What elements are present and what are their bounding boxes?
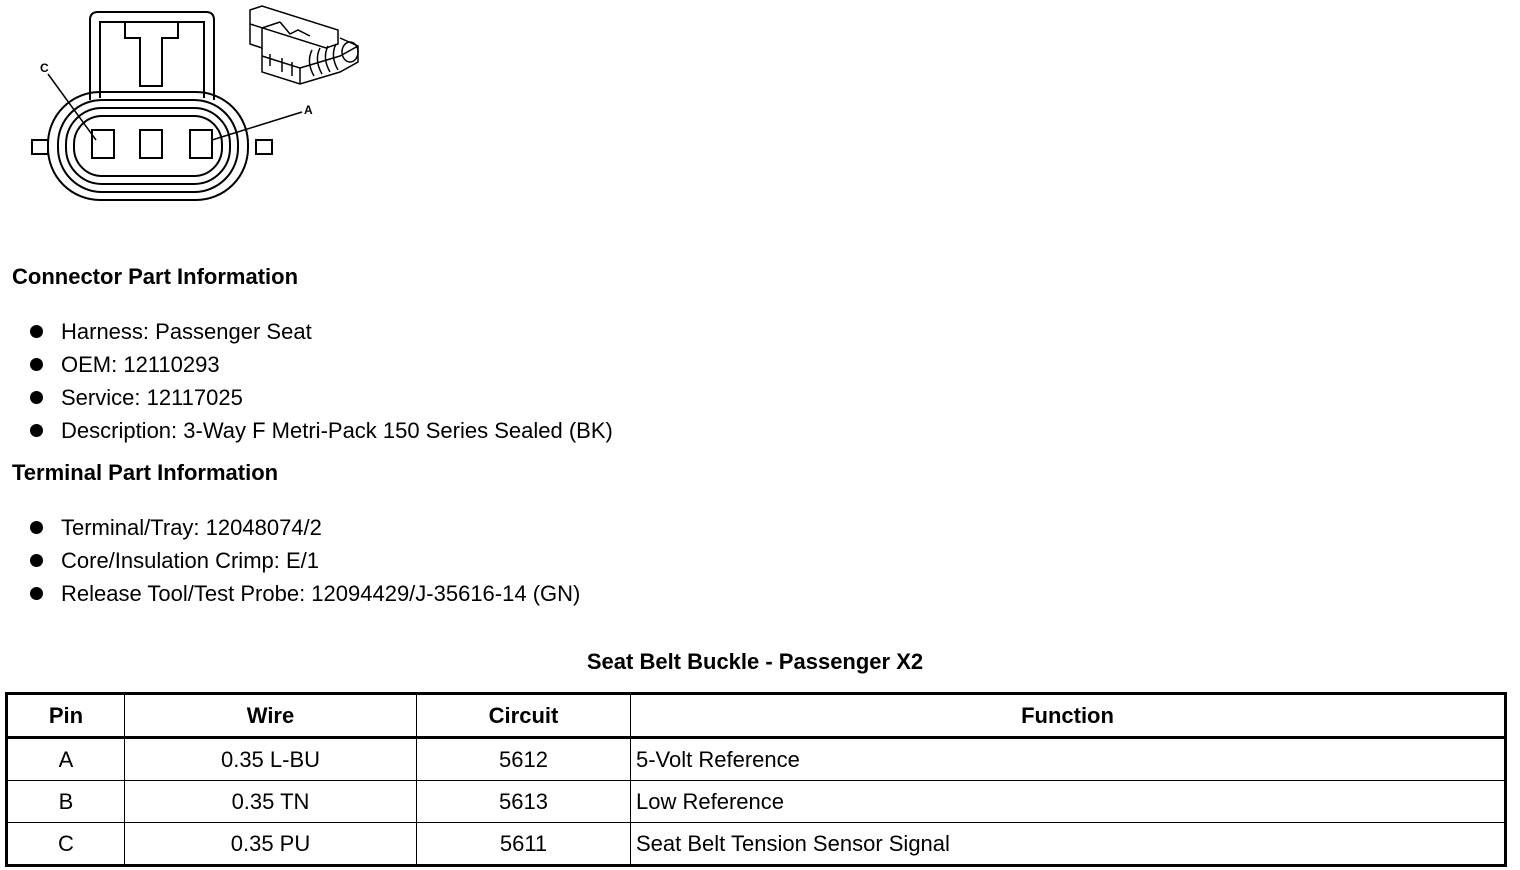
- bullet-icon: [30, 424, 43, 437]
- list-item: [28, 348, 613, 381]
- table-header-row: [7, 694, 1506, 738]
- table-row: [7, 738, 1506, 781]
- pin-c-label: C: [40, 61, 49, 75]
- list-item: [28, 544, 580, 577]
- circuit-cell: 5613: [417, 781, 631, 823]
- bullet-icon: [30, 554, 43, 567]
- pin-table: [5, 692, 1507, 867]
- table-row: [7, 781, 1506, 823]
- function-cell: 5-Volt Reference: [631, 738, 1506, 781]
- wire-cell: 0.35 PU: [125, 823, 417, 866]
- circuit-cell: 5612: [417, 738, 631, 781]
- list-item-text: Description: 3-Way F Metri-Pack 150 Series Sealed (BK): [61, 418, 613, 443]
- bullet-icon: [30, 325, 43, 338]
- table-row: [7, 823, 1506, 866]
- list-item-text: OEM: 12110293: [61, 352, 220, 377]
- list-item-text: Core/Insulation Crimp: E/1: [61, 548, 319, 573]
- function-column-header: Function: [631, 694, 1506, 738]
- list-item: [28, 511, 580, 544]
- connector-info-heading: Connector Part Information: [12, 264, 299, 289]
- list-item: [28, 315, 613, 348]
- pin-column-header: Pin: [7, 694, 125, 738]
- list-item-text: Terminal/Tray: 12048074/2: [61, 515, 322, 540]
- list-item-text: Service: 12117025: [61, 385, 243, 410]
- pin-cell: C: [7, 823, 125, 866]
- bullet-icon: [30, 358, 43, 371]
- function-cell: Low Reference: [631, 781, 1506, 823]
- function-cell: Seat Belt Tension Sensor Signal: [631, 823, 1506, 866]
- circuit-column-header: Circuit: [417, 694, 631, 738]
- circuit-cell: 5611: [417, 823, 631, 866]
- pin-cell: A: [7, 738, 125, 781]
- bullet-icon: [30, 587, 43, 600]
- pin-a-label: A: [304, 103, 313, 117]
- list-item-text: Release Tool/Test Probe: 12094429/J-35616-14 (GN): [61, 581, 581, 606]
- terminal-info-heading: Terminal Part Information: [12, 460, 279, 485]
- terminal-info-list: [28, 511, 580, 610]
- pin-cell: B: [7, 781, 125, 823]
- wire-cell: 0.35 L-BU: [125, 738, 417, 781]
- wire-cell: 0.35 TN: [125, 781, 417, 823]
- connector-face-diagram: [20, 4, 380, 214]
- bullet-icon: [30, 521, 43, 534]
- wire-column-header: Wire: [125, 694, 417, 738]
- connector-info-list: [28, 315, 613, 447]
- bullet-icon: [30, 391, 43, 404]
- list-item: [28, 381, 613, 414]
- pin-table-title: Seat Belt Buckle - Passenger X2: [586, 649, 924, 674]
- list-item-text: Harness: Passenger Seat: [61, 319, 312, 344]
- list-item: [28, 577, 580, 610]
- list-item: [28, 414, 613, 447]
- connector-perspective-icon: [250, 6, 358, 84]
